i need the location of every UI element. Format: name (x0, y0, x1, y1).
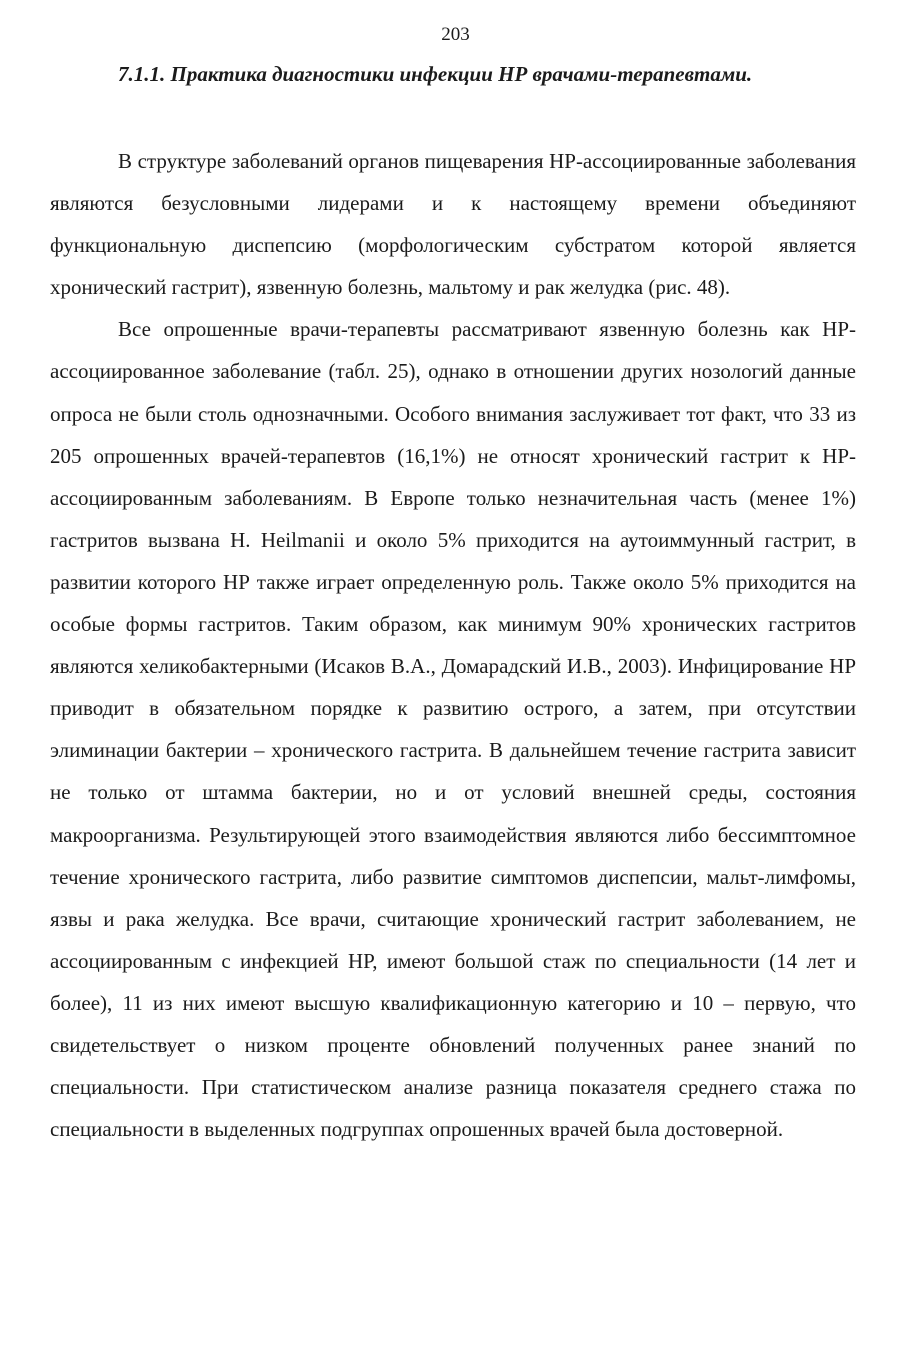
page-number: 203 (441, 24, 470, 45)
paragraph-2: Все опрошенные врачи-терапевты рассматривают язвенную болезнь как НР-ассоциированное заболевание (табл. 25), однако в отношении других нозологий данные опроса не были столь однозначными. Особого внимания заслуживает тот факт, что 33 из 205 опрошенных врачей-терапевтов (16,1%) не относят хронический гастрит к НР-ассоциированным заболеваниям. В Европе только незначительная часть (менее 1%) гастритов вызвана H. Heilmanii и около 5% приходится на аутоиммунный гастрит, в развитии которого НР также играет определенную роль. Также около 5% приходится на особые формы гастритов. Таким образом, как минимум 90% хронических гастритов являются хеликобактерными (Исаков В.А., Домарадский И.В., 2003). Инфицирование НР приводит в обязательном порядке к развитию острого, а затем, при отсутствии элиминации бактерии – хронического гастрита. В дальнейшем течение гастрита зависит не только от штамма бактерии, но и от условий внешней среды, состояния макроорганизма. Результирующей этого взаимодействия являются либо бессимптомное течение хронического гастрита, либо развитие симптомов диспепсии, мальт-лимфомы, язвы и рака желудка. Все врачи, считающие хронический гастрит заболеванием, не ассоциированным с инфекцией НР, имеют большой стаж по специальности (14 лет и более), 11 из них имеют высшую квалификационную категорию и 10 – первую, что свидетельствует о низком проценте обновлений полученных ранее знаний по специальности. При статистическом анализе разница показателя среднего стажа по специальности в выделенных подгруппах опрошенных врачей была достоверной. (50, 317, 856, 1142)
section-title: 7.1.1. Практика диагностики инфекции НР врачами-терапевтами. (118, 62, 753, 86)
body-text (50, 140, 856, 1150)
paragraph-1: В структуре заболеваний органов пищеварения НР-ассоциированные заболевания являются безусловными лидерами и к настоящему времени объединяют функциональную диспепсию (морфологическим субстратом которой является хронический гастрит), язвенную болезнь, мальтому и рак желудка (рис. 48). (50, 149, 856, 300)
